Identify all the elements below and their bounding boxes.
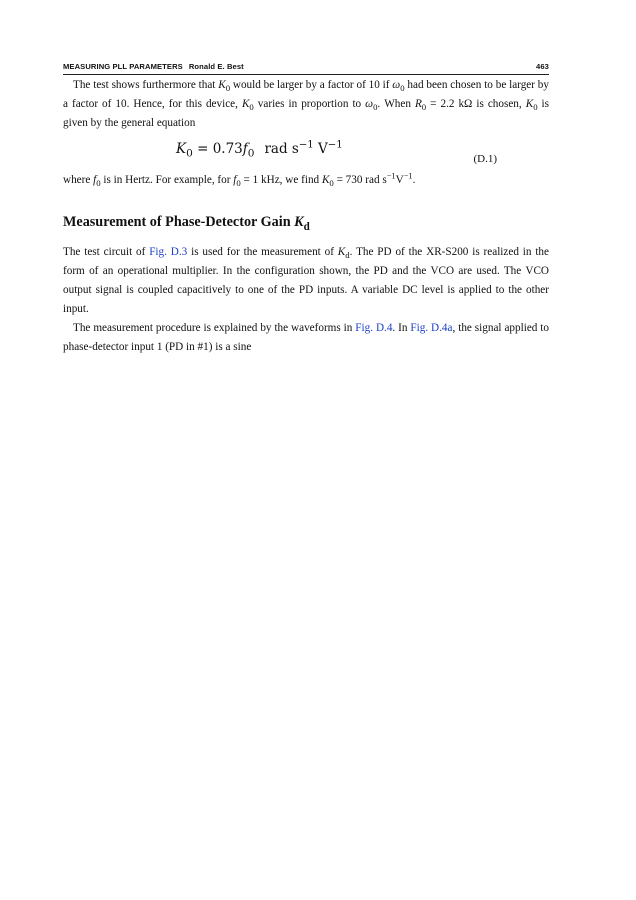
equation-body: $K_0 = 0.73f_0$ rad $s^{-1}$ $V^{-1}$ — [176, 139, 343, 160]
equation-number: (D.1) — [473, 153, 497, 165]
paragraph-3: The test circuit of Fig. D.3 is used for the measurement of $K_d$. The PD of the XR-S200 is realized in the form of an operational multiplier. In the configuration shown, the PD and the VCO are used. The VCO output signal is coupled capacitively to one of the PD inputs. A variable DC level is applied to the other input. — [63, 246, 549, 315]
running-head-left — [63, 62, 244, 71]
equation-d1 — [63, 141, 549, 171]
paragraph-1: The test shows furthermore that $K_0$ would be larger by a factor of 10 if $\omega_0$ had been chosen to be larger by a factor of 10. Hence, for this device, $K_0$ varies in proportion to $\omega_0$. When $R_0 = 2.2$ kΩ is chosen, $K_0$ is given by the general equation — [63, 79, 550, 129]
figure-link-d3[interactable]: Fig. D.3 — [149, 246, 188, 258]
figure-link-d4a[interactable]: Fig. D.4a — [410, 322, 453, 334]
figure-link-d4[interactable]: Fig. D.4 — [355, 322, 393, 334]
running-head-author: Ronald E. Best — [188, 62, 244, 71]
page — [63, 62, 549, 357]
paragraph-4: The measurement procedure is explained by the waveforms in Fig. D.4. In Fig. D.4a, the signal applied to phase-detector input 1 (PD in #1) is a sine — [63, 322, 550, 353]
page-number: 463 — [536, 62, 549, 71]
running-head — [63, 62, 549, 75]
section-heading: Measurement of Phase-Detector Gain $K_d$ — [63, 214, 310, 233]
running-head-title: MEASURING PLL PARAMETERS — [63, 62, 183, 71]
paragraph-2: where $f_0$ is in Hertz. For example, for $f_0 = 1$ kHz, we find $K_0 = 730$ rad $s^{-1}V^{-1}$. — [63, 171, 416, 189]
